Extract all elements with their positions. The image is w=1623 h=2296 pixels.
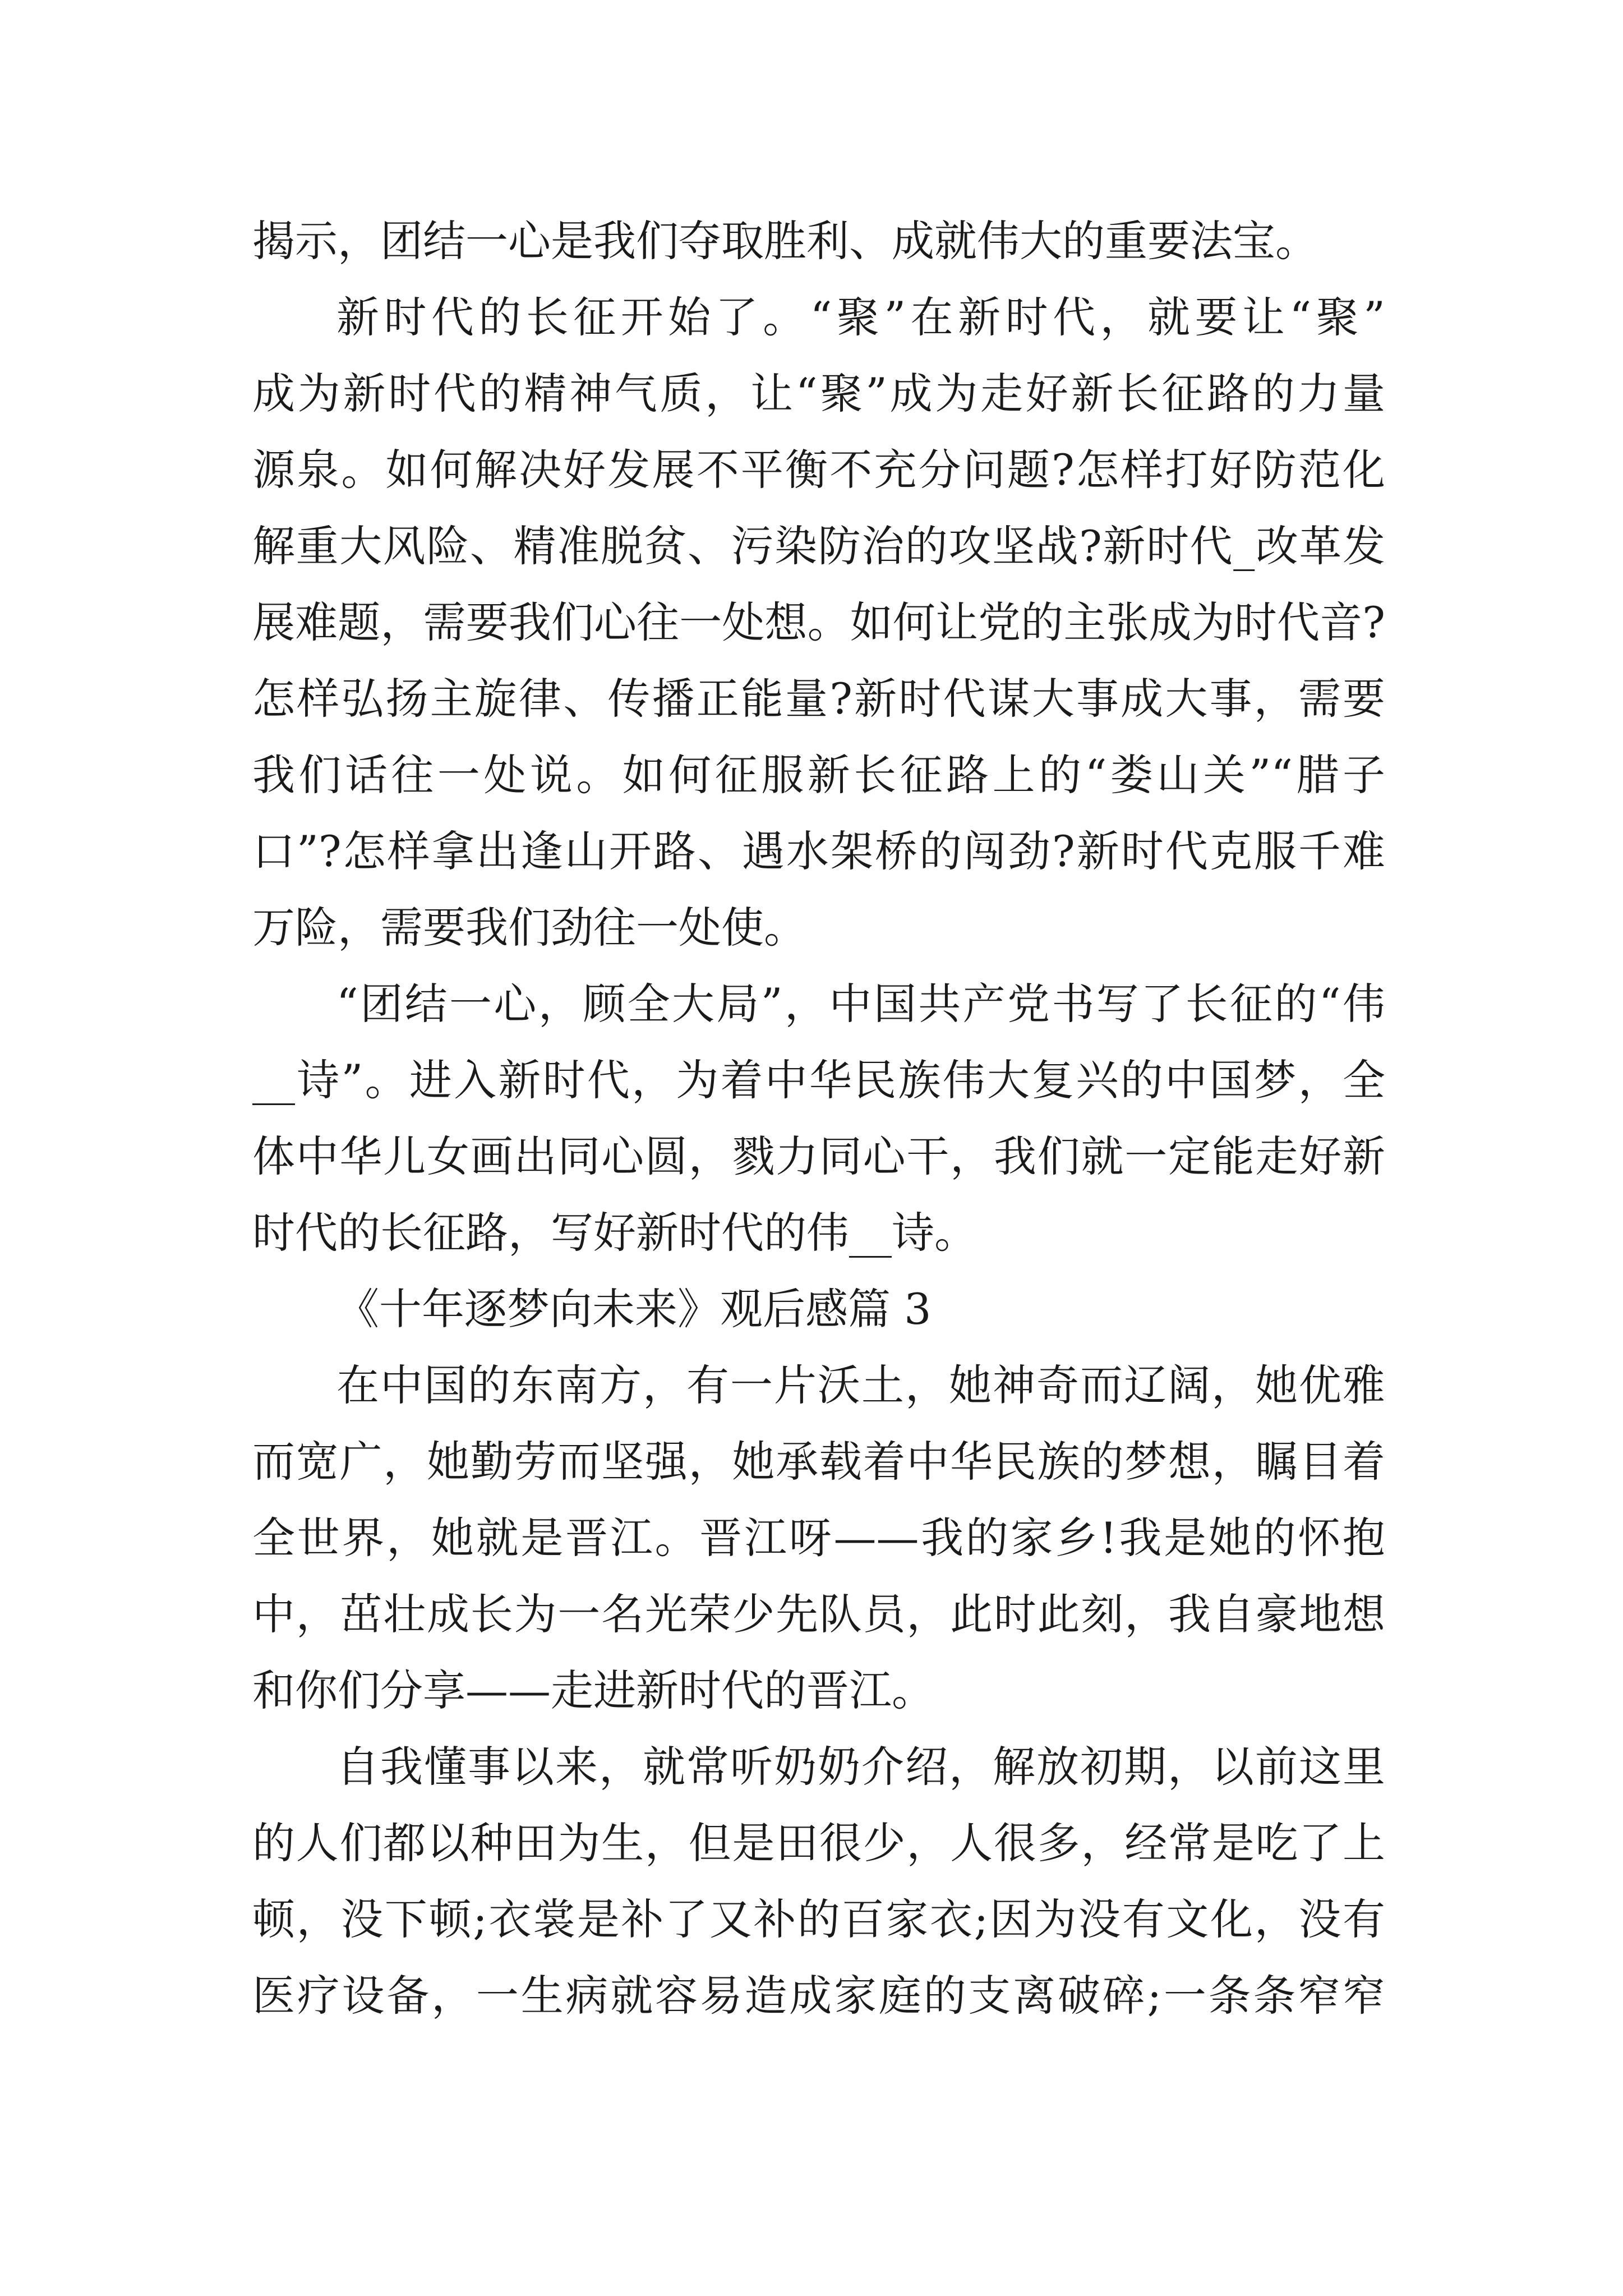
text-line: 展难题，需要我们心往一处想。如何让党的主张成为时代音? — [252, 597, 1385, 647]
text-line: __诗”。进入新时代，为着中华民族伟大复兴的中国梦，全 — [252, 1055, 1385, 1105]
text-line: 医疗设备，一生病就容易造成家庭的支离破碎;一条条窄窄 — [252, 1971, 1385, 2021]
text-line: 而宽广，她勤劳而坚强，她承载着中华民族的梦想，瞩目着 — [252, 1437, 1385, 1487]
paragraph-first-line: 在中国的东南方，有一片沃土，她神奇而辽阔，她优雅 — [336, 1360, 1385, 1410]
paragraph-first-line: 自我懂事以来，就常听奶奶介绍，解放初期，以前这里 — [336, 1742, 1385, 1792]
text-line: 口”?怎样拿出逢山开路、遇水架桥的闯劲?新时代克服千难 — [252, 826, 1385, 876]
text-line: 成为新时代的精神气质，让“聚”成为走好新长征路的力量 — [252, 369, 1385, 418]
text-line: 源泉。如何解决好发展不平衡不充分问题?怎样打好防范化 — [252, 445, 1385, 495]
text-line: 的人们都以种田为生，但是田很少，人很多，经常是吃了上 — [252, 1818, 1385, 1868]
text-line: 全世界，她就是晋江。晋江呀——我的家乡!我是她的怀抱 — [252, 1513, 1385, 1563]
text-line: 体中华儿女画出同心圆，戮力同心干，我们就一定能走好新 — [252, 1131, 1385, 1181]
text-line: 解重大风险、精准脱贫、污染防治的攻坚战?新时代_改革发 — [252, 521, 1385, 571]
paragraph-first-line: 新时代的长征开始了。“聚”在新时代，就要让“聚” — [336, 292, 1385, 342]
text-line: 怎样弘扬主旋律、传播正能量?新时代谋大事成大事，需要 — [252, 674, 1385, 724]
text-line: 和你们分享——走进新时代的晋江。 — [252, 1665, 934, 1715]
section-heading: 《十年逐梦向未来》观后感篇 3 — [336, 1284, 932, 1334]
text-line: 时代的长征路，写好新时代的伟__诗。 — [252, 1208, 977, 1258]
text-line: 我们话往一处说。如何征服新长征路上的“娄山关”“腊子 — [252, 750, 1385, 800]
text-line: 中，茁壮成长为一名光荣少先队员，此时此刻，我自豪地想 — [252, 1589, 1385, 1639]
paragraph-first-line: “团结一心，顾全大局”，中国共产党书写了长征的“伟 — [336, 979, 1385, 1029]
text-line: 顿，没下顿;衣裳是补了又补的百家衣;因为没有文化，没有 — [252, 1894, 1385, 1944]
text-line: 万险，需要我们劲往一处使。 — [252, 903, 806, 953]
text-line: 揭示，团结一心是我们夺取胜利、成就伟大的重要法宝。 — [252, 216, 1318, 266]
